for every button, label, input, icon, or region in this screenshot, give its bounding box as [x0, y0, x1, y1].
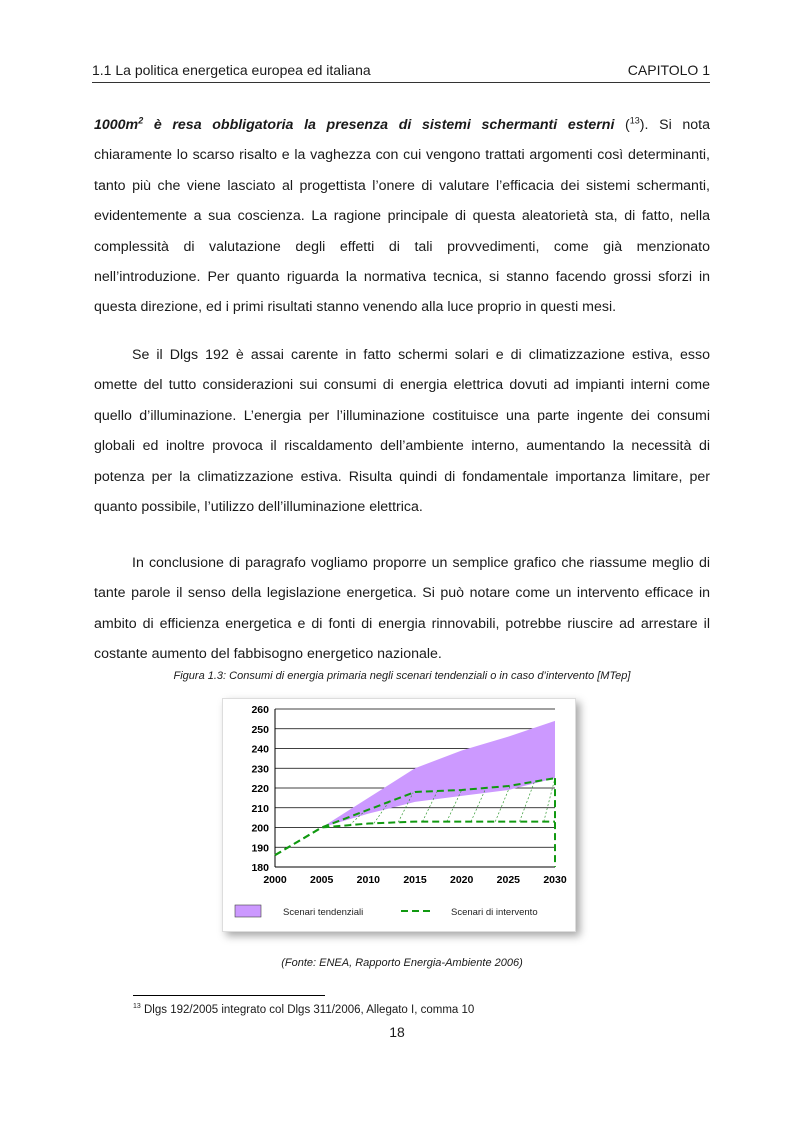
x-tick-label: 2005: [309, 874, 334, 886]
footnote-text: Dlgs 192/2005 integrato col Dlgs 311/2006, Allegato I, comma 10: [140, 1004, 475, 1016]
paragraph-2: [94, 340, 710, 522]
footnote-number: 13: [133, 1003, 141, 1011]
y-tick-label: 190: [251, 842, 269, 855]
header-chapter: CAPITOLO 1: [627, 62, 710, 78]
paragraph-3: [94, 548, 710, 670]
ref-close: ).: [639, 117, 649, 133]
y-tick-label: 230: [251, 763, 269, 776]
paragraph-3-text: In conclusione di paragrafo vogliamo proporre un semplice grafico che riassume meglio di tante parole il senso della legislazione energetica. Si può notare come un intervento efficace in ambito di efficienza energetica e di fonti di energia rinnovabili, potrebbe riuscire ad arrestare il costante aumento del fabbisogno energetico nazionale.: [94, 555, 710, 663]
paragraph-1-text: Si nota chiaramente lo scarso risalto e la vaghezza con cui vengono trattati argomenti così determinanti, tanto più che viene lasciato al progettista l’onere di valutare l’efficacia dei sistemi schermanti, evidentemente a sua coscienza. La ragione principale di questa aleatorietà sta, di fatto, nella complessità di valutazione degli effetti di tali provvedimenti, come già menzionato nell’introduzione. Per quanto riguarda la normativa tecnica, si stanno facendo grossi sforzi in questa direzione, ed i primi risultati stanno venendo alla luce proprio in questi mesi.: [94, 117, 710, 316]
figure-source: (Fonte: ENEA, Rapporto Energia-Ambiente 2006): [281, 957, 523, 969]
page-number: 18: [389, 1024, 405, 1040]
paragraph-1-emphasis: [94, 117, 614, 133]
x-tick-label: 2010: [356, 874, 381, 886]
legend-label-tendenziali: Scenari tendenziali: [283, 907, 364, 918]
energy-consumption-chart: [223, 699, 575, 931]
x-tick-label: 2025: [496, 874, 521, 886]
legend-swatch-tendenziali: [235, 905, 261, 917]
y-tick-label: 220: [251, 783, 269, 795]
legend-label-intervento: Scenari di intervento: [451, 907, 538, 918]
x-tick-label: 2000: [263, 874, 287, 886]
figure-caption: Figura 1.3: Consumi di energia primaria negli scenari tendenziali o in caso d’intervento [MTep]: [173, 670, 631, 682]
emphasis-text: è resa obbligatoria la presenza di sistemi schermanti esterni: [143, 117, 615, 133]
footnote-reference[interactable]: 13: [629, 115, 640, 126]
emphasis-superscript: 2: [138, 115, 144, 126]
y-tick-label: 200: [251, 822, 269, 835]
footnote: [133, 1004, 474, 1016]
y-tick-label: 210: [251, 802, 269, 815]
y-tick-label: 250: [251, 723, 269, 736]
x-tick-label: 2015: [403, 874, 427, 886]
header-section-title: 1.1 La politica energetica europea ed italiana: [92, 62, 371, 78]
x-tick-label: 2030: [543, 874, 567, 886]
chart-container: [222, 698, 576, 932]
paragraph-2-text: Se il Dlgs 192 è assai carente in fatto schermi solari e di climatizzazione estiva, esso omette del tutto considerazioni sui consumi di energia elettrica dovuti ad impianti interni come quello d’illuminazione. L’energia per l’illuminazione costituisce una parte ingente dei consumi globali ed inoltre provoca il riscaldamento dell’ambiente interno, aumentando la necessità di potenza per la climatizzazione estiva. Risulta quindi di fondamentale importanza limitare, per quanto possibile, l’utilizzo dell’illuminazione elettrica.: [94, 347, 710, 516]
emphasis-area: 1000m: [94, 117, 139, 133]
hatch-line: [520, 782, 535, 822]
series-line-intervento-lower: [275, 822, 555, 856]
x-tick-label: 2020: [449, 874, 474, 886]
y-tick-label: 180: [251, 862, 269, 874]
y-tick-label: 260: [251, 704, 269, 716]
footnote-divider: [133, 995, 325, 996]
ref-open: (: [614, 117, 630, 133]
hatch-line: [544, 778, 555, 821]
page-header: [92, 62, 710, 83]
y-tick-label: 240: [251, 743, 269, 756]
paragraph-1: [94, 110, 710, 323]
